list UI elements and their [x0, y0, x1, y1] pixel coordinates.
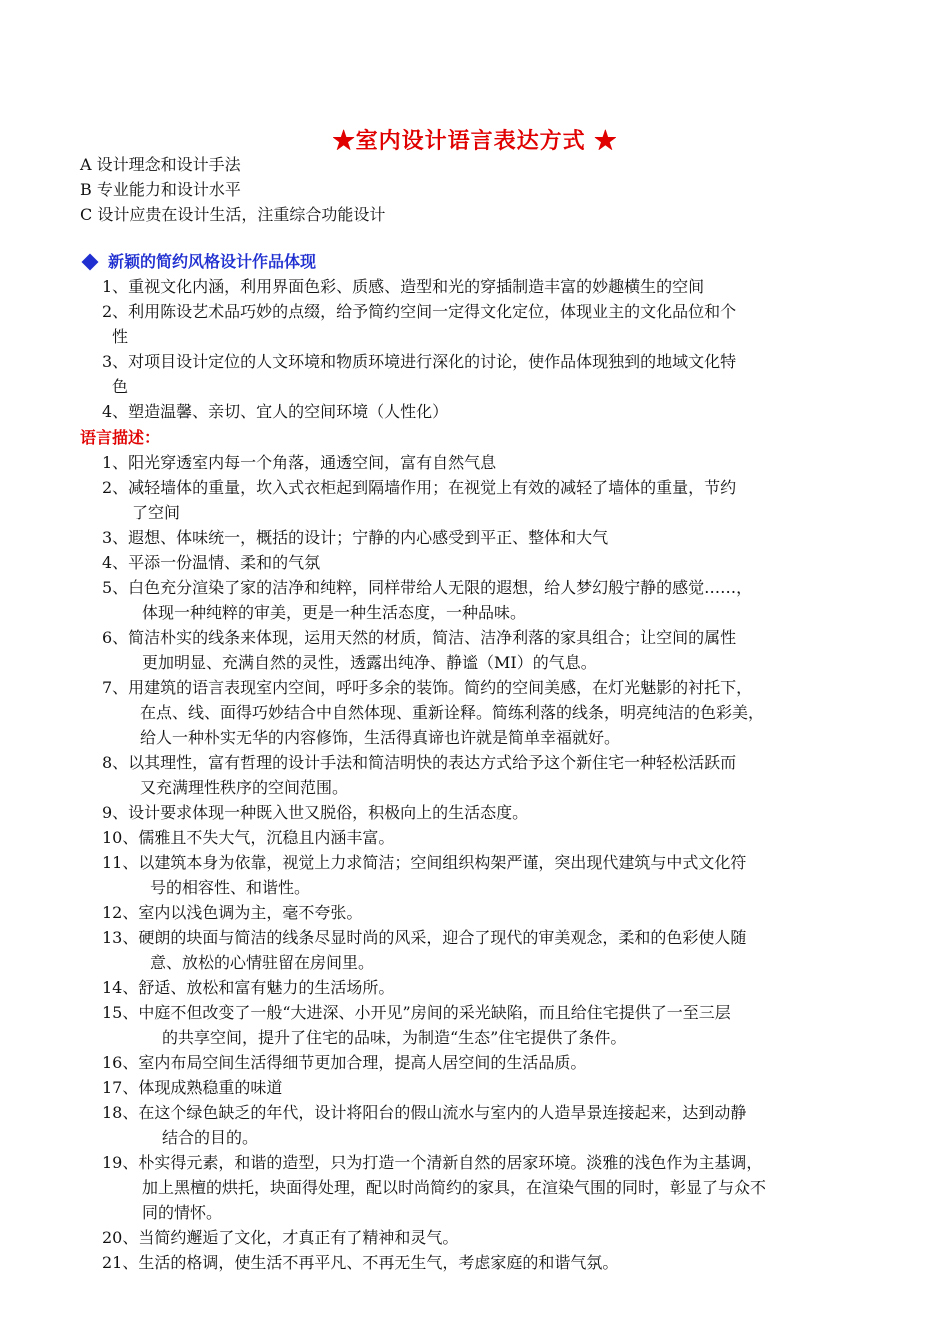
- list-item-line: 18、在这个绿色缺乏的年代，设计将阳台的假山流水与室内的人造旱景连接起来，达到动静: [102, 1103, 747, 1122]
- list-item-line: 17、体现成熟稳重的味道: [102, 1078, 283, 1097]
- list-item: [80, 625, 880, 675]
- list-item-line: 1、阳光穿透室内每一个角落，通透空间，富有自然气息: [102, 453, 497, 472]
- list-item-line: 6、简洁朴实的线条来体现，运用天然的材质，简洁、洁净利落的家具组合；让空间的属性: [102, 628, 737, 647]
- list-item: [80, 900, 880, 925]
- list-item: [80, 399, 880, 424]
- list-item: [80, 274, 880, 299]
- list-item-line: 4、塑造温馨、亲切、宜人的空间环境（人性化）: [102, 402, 449, 421]
- list-item: [80, 1225, 880, 1250]
- list-item-line: 15、中庭不但改变了一般“大进深、小开见”房间的采光缺陷，而且给住宅提供了一至三层: [102, 1003, 731, 1022]
- list-item: [80, 675, 880, 750]
- list-item: [80, 800, 880, 825]
- list-item: [80, 450, 880, 475]
- list-item: [80, 975, 880, 1000]
- list-item: [80, 925, 880, 975]
- list-item-line: 的共享空间，提升了住宅的品味，为制造“生态”住宅提供了条件。: [162, 1028, 627, 1047]
- list-item-line: 更加明显、充满自然的灵性，透露出纯净、静谧（MI）的气息。: [142, 653, 597, 672]
- intro-line-c: C 设计应贵在设计生活，注重综合功能设计: [80, 205, 386, 224]
- list-item-line: 13、硬朗的块面与简洁的线条尽显时尚的风采，迎合了现代的审美观念，柔和的色彩使人随: [102, 928, 747, 947]
- intro-list: [80, 152, 385, 227]
- list-item-line: 14、舒适、放松和富有魅力的生活场所。: [102, 978, 395, 997]
- intro-line-a: A 设计理念和设计手法: [80, 155, 241, 174]
- list-item: [80, 1150, 880, 1225]
- list-item-line: 2、减轻墙体的重量，坎入式衣柜起到隔墙作用；在视觉上有效的减轻了墙体的重量，节约: [102, 478, 737, 497]
- list-item-line: 20、当简约邂逅了文化，才真正有了精神和灵气。: [102, 1228, 459, 1247]
- list-item-line: 1、重视文化内涵，利用界面色彩、质感、造型和光的穿插制造丰富的妙趣横生的空间: [102, 277, 705, 296]
- list-item-line: 7、用建筑的语言表现室内空间，呼吁多余的装饰。简约的空间美感，在灯光魅影的衬托下，: [102, 678, 753, 697]
- list-item: [80, 349, 880, 399]
- list-item-line: 11、以建筑本身为依靠，视觉上力求简洁；空间组织构架严谨，突出现代建筑与中式文化符: [102, 853, 747, 872]
- list-item-line: 了空间: [132, 503, 181, 522]
- list-item-line: 又充满理性秩序的空间范围。: [140, 778, 349, 797]
- list-item: [80, 1000, 880, 1050]
- diamond-bullet-icon: [82, 254, 99, 271]
- list-item: [80, 475, 880, 525]
- list-item: [80, 575, 880, 625]
- list-item: [80, 825, 880, 850]
- list-item-line: 加上黑檀的烘托，块面得处理，配以时尚简约的家具，在渲染气围的同时，彰显了与众不: [142, 1178, 767, 1197]
- list-item-line: 色: [112, 377, 129, 396]
- language-heading: 语言描述：: [80, 428, 161, 447]
- list-item-line: 在点、线、面得巧妙结合中自然体现、重新诠释。简练利落的线条，明亮纯洁的色彩美，: [140, 703, 765, 722]
- list-item-line: 2、利用陈设艺术品巧妙的点缀，给予简约空间一定得文化定位，体现业主的文化品位和个: [102, 302, 737, 321]
- list-item: [80, 1050, 880, 1075]
- list-item: [80, 850, 880, 900]
- list-item: [80, 525, 880, 550]
- description-list: [80, 450, 880, 1275]
- list-item: [80, 299, 880, 349]
- list-item-line: 10、儒雅且不失大气，沉稳且内涵丰富。: [102, 828, 395, 847]
- style-list: [80, 274, 880, 424]
- list-item-line: 同的情怀。: [142, 1203, 223, 1222]
- list-item-line: 号的相容性、和谐性。: [150, 878, 311, 897]
- list-item-line: 5、白色充分渲染了家的洁净和纯粹，同样带给人无限的遐想，给人梦幻般宁静的感觉……，: [102, 578, 753, 597]
- list-item-line: 21、生活的格调，使生活不再平凡、不再无生气，考虑家庭的和谐气氛。: [102, 1253, 619, 1272]
- list-item-line: 体现一种纯粹的审美，更是一种生活态度，一种品味。: [142, 603, 527, 622]
- list-item-line: 3、对项目设计定位的人文环境和物质环境进行深化的讨论，使作品体现独到的地域文化特: [102, 352, 737, 371]
- list-item-line: 结合的目的。: [162, 1128, 259, 1147]
- list-item-line: 9、设计要求体现一种既入世又脱俗，积极向上的生活态度。: [102, 803, 529, 822]
- list-item-line: 意、放松的心情驻留在房间里。: [150, 953, 375, 972]
- list-item: [80, 750, 880, 800]
- page-title: ★室内设计语言表达方式 ★: [332, 128, 618, 154]
- section-heading-text: 新颖的简约风格设计作品体现: [108, 252, 317, 271]
- list-item: [80, 1075, 880, 1100]
- list-item-line: 8、以其理性，富有哲理的设计手法和简洁明快的表达方式给予这个新住宅一种轻松活跃而: [102, 753, 737, 772]
- list-item-line: 19、朴实得元素，和谐的造型，只为打造一个清新自然的居家环境。淡雅的浅色作为主基调，: [102, 1153, 763, 1172]
- list-item: [80, 1250, 880, 1275]
- list-item-line: 4、平添一份温情、柔和的气氛: [102, 553, 321, 572]
- list-item-line: 16、室内布局空间生活得细节更加合理，提高人居空间的生活品质。: [102, 1053, 587, 1072]
- list-item: [80, 550, 880, 575]
- section-heading-style: [80, 250, 316, 274]
- list-item: [80, 1100, 880, 1150]
- list-item-line: 给人一种朴实无华的内容修饰，生活得真谛也许就是简单幸福就好。: [140, 728, 621, 747]
- list-item-line: 12、室内以浅色调为主，毫不夸张。: [102, 903, 363, 922]
- list-item-line: 性: [112, 327, 129, 346]
- list-item-line: 3、遐想、体味统一，概括的设计；宁静的内心感受到平正、整体和大气: [102, 528, 609, 547]
- intro-line-b: B 专业能力和设计水平: [80, 180, 241, 199]
